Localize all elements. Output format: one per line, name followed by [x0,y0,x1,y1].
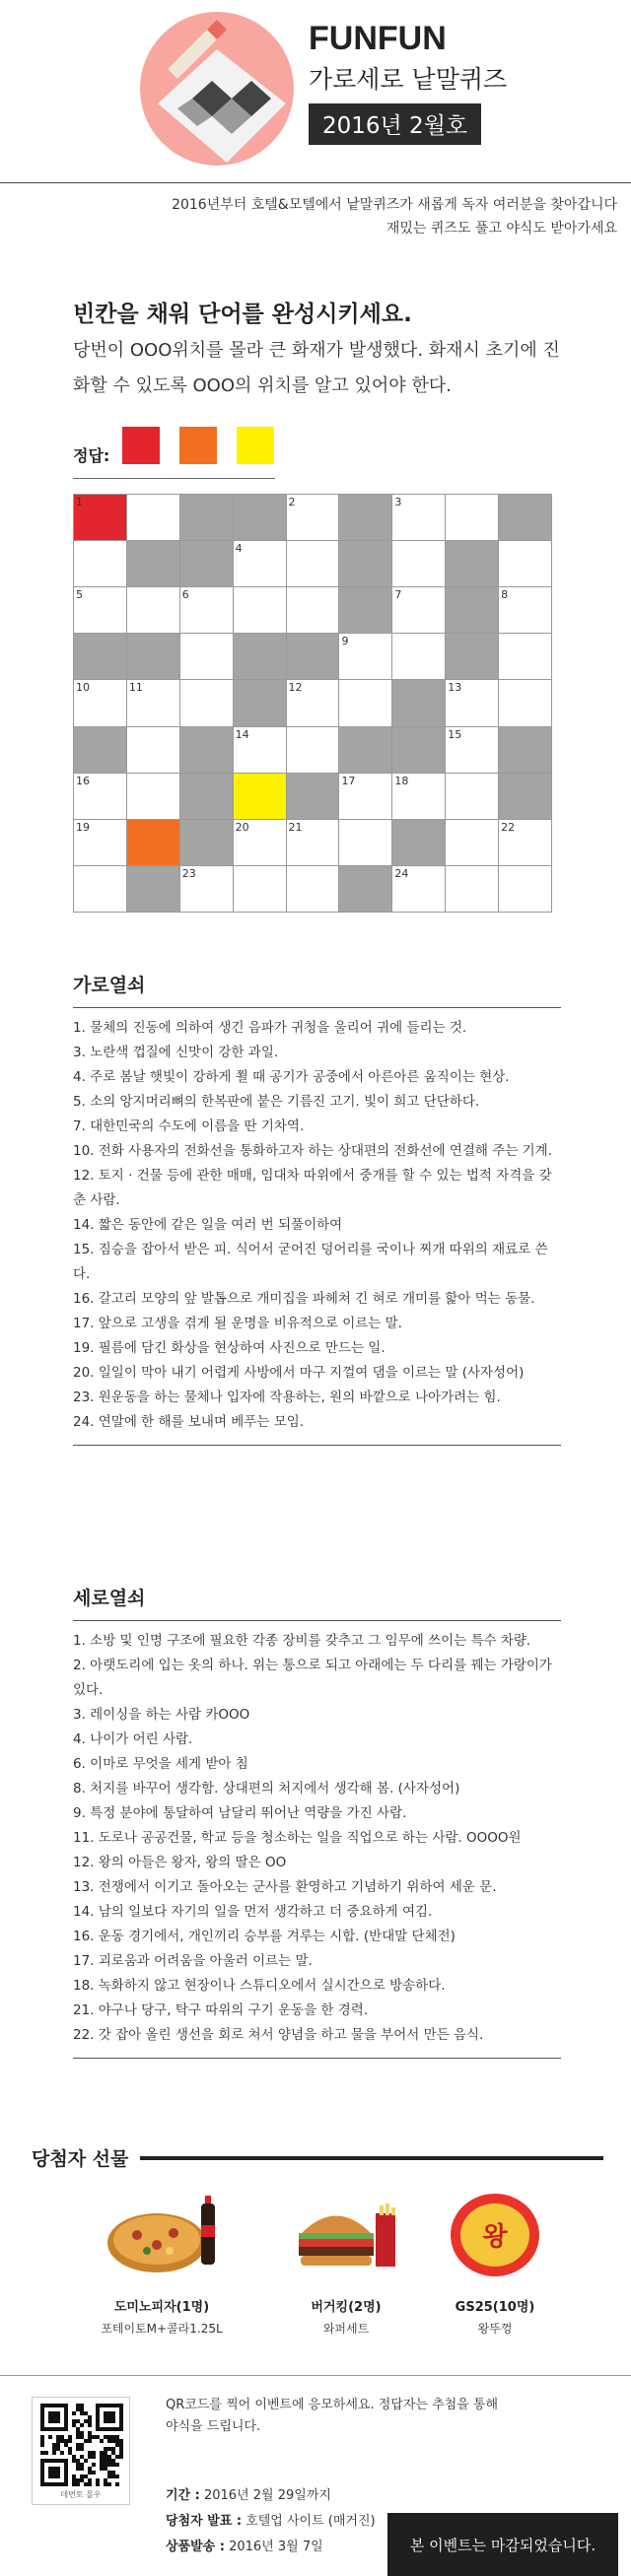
grid-cell-number: 11 [128,681,143,695]
grid-cell[interactable] [286,586,340,634]
answer-box-yellow[interactable] [237,427,274,464]
clue-item: 24. 연말에 한 해를 보내며 베푸는 모임. [73,1414,305,1430]
clue-item: 2. 아랫도리에 입는 옷의 하나. 위는 통으로 되고 아래에는 두 다리를 꿰는 가랑이가 있다. [73,1658,552,1698]
prize-header-bar [140,2156,603,2160]
grid-cell [179,494,234,541]
grid-cell [179,726,234,774]
qr-code-icon [40,2404,123,2486]
grid-cell-number: 22 [501,820,516,834]
header [0,0,631,182]
grid-cell [498,726,552,774]
clue-item: 18. 녹화하지 않고 현장이나 스튜디오에서 실시간으로 방송하다. [73,1978,446,1994]
grid-cell-number: 2 [288,496,296,508]
clue-item: 20. 일일이 막아 내기 어렵게 사방에서 마구 지껄여 댐을 이르는 말 (사자성어) [73,1365,525,1381]
grid-cell-number: 21 [288,820,303,834]
crossword-logo-icon [138,10,296,168]
clue-item: 4. 주로 봄날 햇빛이 강하게 쬘 때 공기가 공중에서 아른아른 움직이는 현상. [73,1069,510,1085]
clue-item: 14. 남의 일보다 자기의 일을 먼저 생각하고 더 중요하게 여김. [73,1904,433,1920]
grid-cell[interactable] [73,540,127,587]
grid-cell[interactable] [338,633,392,680]
announce-label: 당첨자 발표 : [166,2514,243,2529]
grid-cell[interactable] [391,586,446,634]
clue-item: 15. 짐승을 잡아서 받은 피. 식어서 굳어진 덩어리를 국이나 찌개 따위의 재료로 쓴다. [73,1242,548,1282]
across-end-rule [73,1445,561,1446]
grid-cell-number: 1 [76,496,83,508]
grid-cell[interactable] [498,586,552,634]
grid-cell-number: 13 [448,681,462,695]
grid-cell[interactable] [126,726,180,774]
ship-label: 상품발송 : [166,2540,225,2554]
clue-item: 6. 이마로 무엇을 세게 받아 침 [73,1756,248,1772]
intro-text [172,193,617,240]
grid-cell-number: 19 [76,820,90,834]
grid-cell-number: 18 [394,774,409,787]
across-heading: 가로열쇠 [73,975,146,996]
grid-cell [73,633,127,680]
clue-item: 12. 토지 · 건물 등에 관한 매매, 임대차 따위에서 중개를 할 수 있는 법적 자격을 갖춘 사람. [73,1168,552,1208]
grid-cell [391,819,446,866]
question-body: 당번이 OOO위치를 몰라 큰 화재가 발생했다. 화재시 초기에 진화할 수 있도록 OOO의 위치를 알고 있어야 한다. [73,340,560,396]
across-list [73,1016,561,1435]
ship-row [166,2535,376,2560]
clue-item: 5. 소의 앙지머리뼈의 한복판에 붙은 기름진 고기. 빛이 희고 단단하다. [73,1094,480,1110]
period-value: 2016년 2월 29일까지 [203,2488,331,2503]
prize-title: 당첨자 선물 [32,2148,129,2170]
svg-text:왕: 왕 [482,2222,508,2252]
clue-item: 9. 특정 분야에 통달하여 남달리 뛰어난 역량을 가진 사람. [73,1805,407,1821]
header-divider [0,182,631,183]
ship-value: 2016년 3월 7일 [229,2540,323,2554]
qr-code[interactable] [32,2397,130,2505]
grid-cell[interactable] [179,586,234,634]
clue-item: 8. 처지를 바꾸어 생각함. 상대편의 처지에서 생각해 봄. (사자성어) [73,1781,460,1796]
grid-cell [233,633,287,680]
grid-cell-number: 16 [76,774,90,787]
grid-cell-number: 15 [448,727,462,741]
clue-item: 21. 야구나 당구, 탁구 따위의 구기 운동을 한 경력. [73,2002,369,2018]
grid-cell [498,773,552,820]
grid-cell[interactable] [73,865,127,913]
grid-cell [445,633,499,680]
grid-cell [338,865,392,913]
grid-cell[interactable] [445,773,499,820]
down-heading: 세로열쇠 [73,1588,146,1609]
grid-cell [73,726,127,774]
grid-cell[interactable] [179,633,234,680]
noodle-icon [436,2184,554,2282]
clue-item: 23. 원운동을 하는 물체나 입자에 작용하는, 원의 바깥으로 나아가려는 힘. [73,1390,501,1405]
down-clues [73,1584,561,2059]
prize-desc: 와퍼세트 [322,2322,370,2336]
clue-item: 11. 도로나 공공건물, 학교 등을 청소하는 일을 직업으로 하는 사람. OOOO원 [73,1830,522,1846]
intro-line-1: 2016년부터 호텔&모텔에서 낱말퀴즈가 새롭게 독자 여러분을 찾아갑니다 [172,197,617,213]
grid-cell-number: 7 [394,588,402,602]
clue-item: 10. 전화 사용자의 전화선을 통화하고자 하는 상대편의 전화선에 연결해 주는 기계. [73,1143,552,1159]
clue-item: 13. 전쟁에서 이기고 돌아오는 군사를 환영하고 기념하기 위하여 세운 문. [73,1879,497,1895]
grid-cell[interactable] [286,865,340,913]
clue-item: 17. 괴로움과 어려움을 아울러 이르는 말. [73,1953,313,1969]
grid-cell[interactable] [126,679,180,726]
clue-item: 22. 갓 잡아 올린 생선을 회로 쳐서 양념을 하고 물을 부어서 만든 음식. [73,2027,484,2043]
answer-box-orange[interactable] [179,427,217,464]
brand-subtitle: 가로세로 낱말퀴즈 [309,65,508,94]
qr-label: 데번토 몰우 [60,2490,102,2499]
grid-cell [498,494,552,541]
answer-underline [73,478,275,479]
clue-item: 7. 대한민국의 수도에 이름을 딴 기차역. [73,1119,305,1134]
grid-cell [179,819,234,866]
grid-cell[interactable] [391,540,446,587]
grid-cell[interactable] [73,586,127,634]
grid-cell [126,540,180,587]
clue-item: 4. 나이가 어린 사람. [73,1731,193,1747]
grid-cell[interactable] [286,819,340,866]
prize-item [416,2184,574,2337]
grid-cell [338,726,392,774]
prize-name: 도미노피자(1명) [113,2300,210,2315]
clue-item: 3. 노란색 껍질에 신맛이 강한 과일. [73,1045,279,1060]
grid-cell [391,726,446,774]
grid-cell[interactable] [179,865,234,913]
grid-cell[interactable] [233,586,287,634]
grid-cell[interactable] [391,865,446,913]
grid-cell [445,586,499,634]
grid-cell[interactable] [73,679,127,726]
grid-cell[interactable] [445,819,499,866]
grid-cell[interactable] [179,679,234,726]
footer-description: QR코드를 찍어 이벤트에 응모하세요. 정답자는 추첨을 통해 야식을 드립니다. [166,2398,499,2434]
grid-cell[interactable] [73,819,127,866]
prize-item [83,2184,241,2337]
period-label: 기간 : [166,2488,200,2503]
grid-cell-number: 12 [288,681,303,695]
grid-cell[interactable] [126,494,180,541]
grid-cell[interactable] [391,494,446,541]
grid-cell[interactable] [338,819,392,866]
grid-cell[interactable] [445,494,499,541]
footer-divider [0,2375,631,2376]
grid-cell[interactable] [498,819,552,866]
announce-value: 호텔업 사이트 (매거진) [245,2514,376,2529]
grid-cell [338,494,392,541]
question-title: 빈칸을 채워 단어를 완성시키세요. [73,302,412,327]
grid-cell[interactable] [445,865,499,913]
brand-title: FUNFUN [309,20,447,57]
grid-cell[interactable] [286,494,340,541]
down-list [73,1629,561,2048]
grid-cell[interactable] [73,773,127,820]
intro-line-2: 재밌는 퀴즈도 풀고 야식도 받아가세요 [386,221,617,237]
grid-cell-number: 17 [341,774,356,787]
grid-cell[interactable] [286,726,340,774]
footer-info [166,2483,376,2560]
across-rule [73,1007,561,1008]
grid-cell[interactable] [233,819,287,866]
grid-cell-number: 5 [76,588,83,602]
grid-cell[interactable] [391,633,446,680]
grid-cell [286,633,340,680]
grid-cell[interactable] [233,726,287,774]
clue-item: 1. 물체의 진동에 의하여 생긴 음파가 귀청을 울리어 귀에 들리는 것. [73,1020,467,1036]
grid-cell [179,540,234,587]
answer-label: 정답: [73,446,110,465]
crossword-grid [73,494,551,912]
grid-cell[interactable] [126,586,180,634]
grid-cell [233,679,287,726]
prize-desc: 왕뚜껑 [477,2322,513,2336]
grid-cell[interactable] [126,773,180,820]
grid-cell-number: 6 [181,588,189,602]
grid-cell [445,540,499,587]
clue-item: 3. 레이싱을 하는 사람 카OOO [73,1707,250,1723]
grid-cell [126,633,180,680]
grid-cell-number: 24 [394,866,409,880]
grid-cell [179,773,234,820]
grid-cell[interactable] [445,679,499,726]
grid-cell[interactable] [286,540,340,587]
clue-item: 16. 갈고리 모양의 앞 발톱으로 개미집을 파헤쳐 긴 혀로 개미를 핥아 먹는 동물. [73,1291,535,1307]
clue-item: 17. 앞으로 고생을 겪게 될 운명을 비유적으로 이르는 말. [73,1316,402,1331]
grid-cell [126,865,180,913]
issue-date-badge: 2016년 2월호 [309,103,481,145]
prize-name: 버거킹(2명) [311,2300,382,2315]
period-row [166,2483,376,2509]
grid-cell-number: 20 [235,820,249,834]
pizza-icon [103,2184,221,2282]
grid-cell [286,773,340,820]
clue-item: 1. 소방 및 인명 구조에 필요한 각종 장비를 갖추고 그 임무에 쓰이는 특수 차량. [73,1633,531,1649]
grid-cell[interactable] [233,540,287,587]
announce-row [166,2509,376,2535]
grid-cell-number: 23 [181,866,196,880]
clue-item: 14. 짧은 동안에 같은 일을 여러 번 되풀이하여 [73,1217,343,1233]
clue-item: 16. 운동 경기에서, 개인끼리 승부를 겨루는 시합. (반대말 단체전) [73,1929,456,1944]
across-clues [73,971,561,1446]
grid-cell[interactable] [233,865,287,913]
down-end-rule [73,2058,561,2059]
grid-cell-number: 14 [235,727,249,741]
grid-cell[interactable] [73,494,127,541]
event-closed-banner: 본 이벤트는 마감되었습니다. [387,2513,618,2576]
clue-item: 19. 필름에 담긴 화상을 현상하여 사진으로 만드는 일. [73,1340,386,1356]
grid-cell-number: 9 [341,635,349,648]
brand [309,20,507,145]
grid-cell [391,679,446,726]
grid-cell[interactable] [286,679,340,726]
clue-item: 12. 왕의 아들은 왕자, 왕의 딸은 OO [73,1855,287,1870]
grid-cell[interactable] [498,865,552,913]
prize-header [32,2144,603,2171]
grid-cell[interactable] [338,679,392,726]
grid-cell-number: 3 [394,496,402,508]
grid-cell[interactable] [338,773,392,820]
answer-box-red[interactable] [122,427,160,464]
grid-cell[interactable] [233,773,287,820]
prize-name: GS25(10명) [455,2300,535,2315]
grid-cell[interactable] [498,633,552,680]
grid-cell[interactable] [391,773,446,820]
down-rule [73,1620,561,1621]
grid-cell-number: 8 [501,588,509,602]
grid-cell-number: 10 [76,681,90,695]
grid-cell[interactable] [445,726,499,774]
prize-item [267,2184,425,2337]
grid-cell[interactable] [498,679,552,726]
grid-cell [338,540,392,587]
burger-icon [287,2184,405,2282]
prize-desc: 포테이토M+콜라1.25L [101,2322,223,2336]
grid-cell [338,586,392,634]
grid-cell [233,494,287,541]
grid-cell[interactable] [126,819,180,866]
grid-cell[interactable] [498,540,552,587]
grid-cell-number: 4 [235,542,243,556]
